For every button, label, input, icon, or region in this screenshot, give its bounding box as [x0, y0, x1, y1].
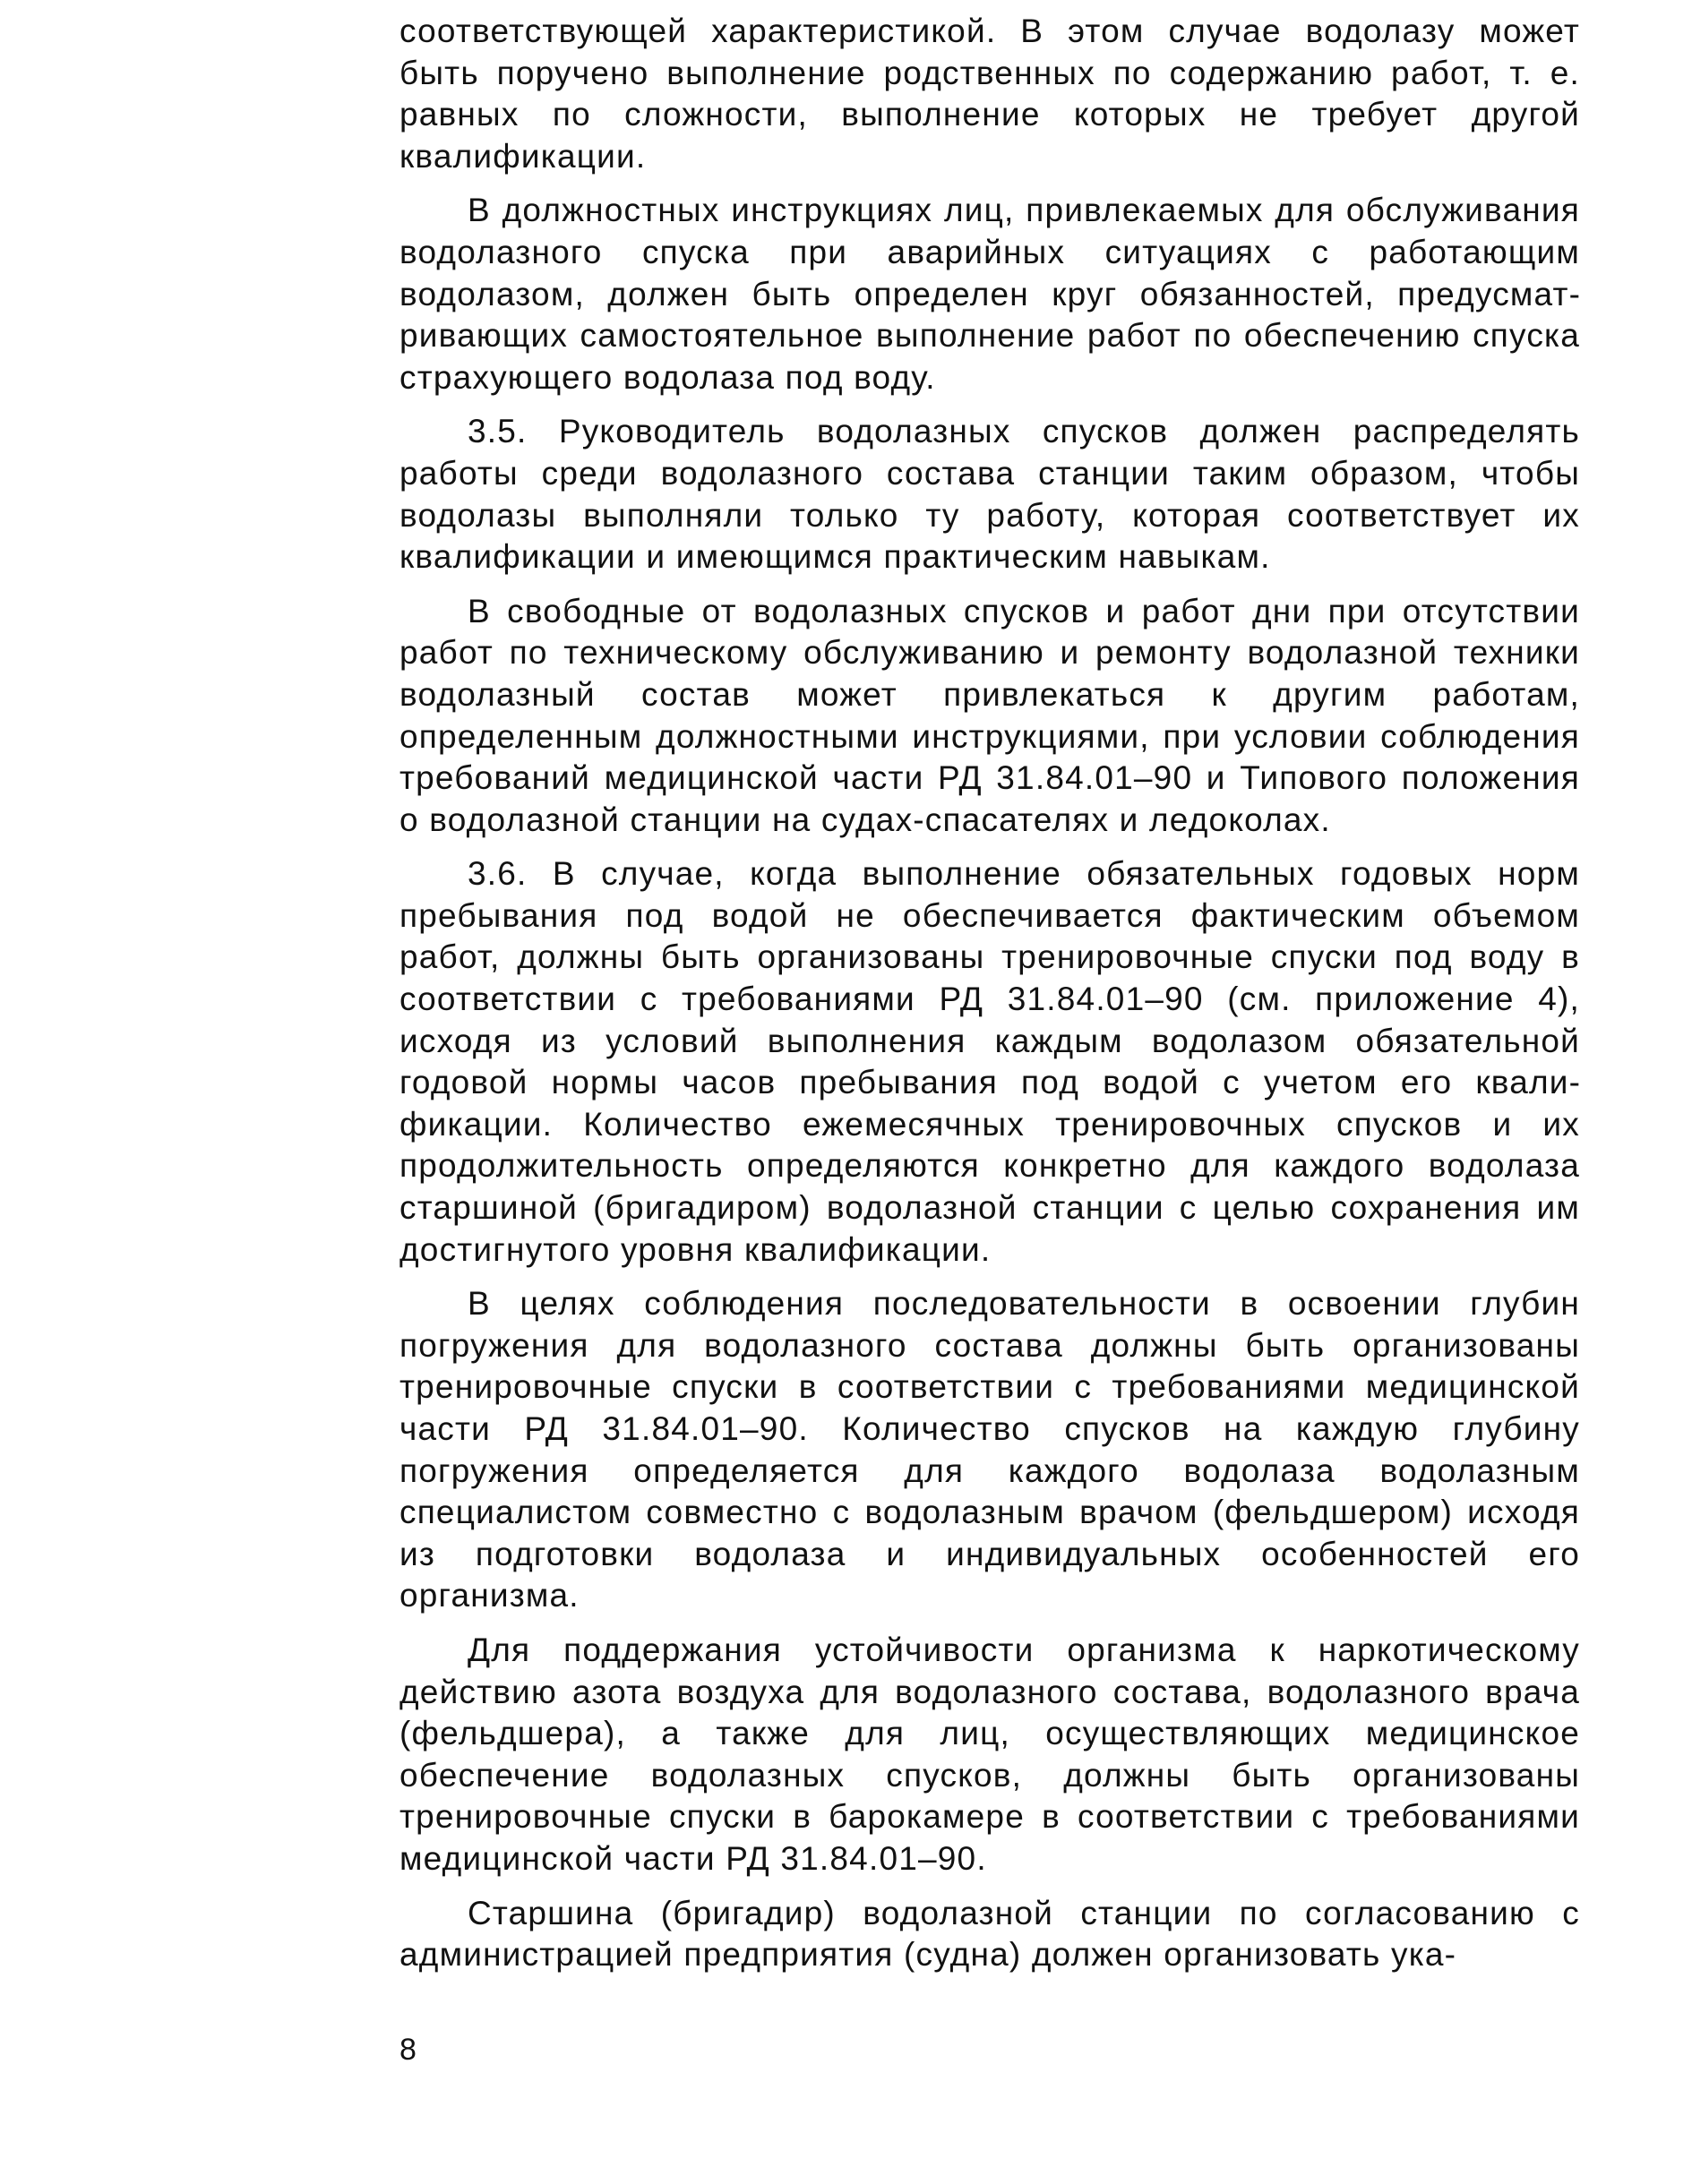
paragraph-job-instructions: В должностных инструкциях лиц, привлекаемых для обслуживания водолазного спуска при аварийных ситуациях с работающим водолазом, должен быть определен круг обязанностей, предусматривающих самостоятельное выполнение работ по обеспечению спуска страхующего водолаза под воду.: [399, 192, 1580, 396]
paragraph-depth-training: В целях соблюдения последовательности в освоении глубин погружения для водолазного состава должны быть организованы тренировочные спуски в соответствии с требованиями медицинской части РД 31.84.01–90. Количество спусков на каждую глубину погружения определяется для каждого водолаза водолазным специалистом совместно с водолазным врачом (фельдшером) исходя из подготовки водолаза и индивидуальных особенностей его организма.: [399, 1285, 1580, 1614]
paragraph-nitrogen-resistance: Для поддержания устойчивости организма к наркотическому действию азота воздуха для водолазного состава, водолазного врача (фельдшера), а также для лиц, осуществляющих медицинское обеспечение водолазных спусков, должны быть организованы тренировочные спуски в барокамере в соответствии с требованиями медицинской части РД 31.84.01–90.: [399, 1631, 1580, 1877]
paragraph-continuation: соответствующей характеристикой. В этом случае водолазу может быть поручено выполнение родственных по содержанию работ, т. е. равных по сложности, выполнение которых не требует другой квалификации.: [399, 13, 1580, 175]
paragraph-3-6: 3.6. В случае, когда выполнение обязательных годовых норм пребывания под водой не обеспечивается фактическим объемом работ, должны быть организованы тренировочные спуски под воду в соответствии с требованиями РД 31.84.01–90 (см. приложение 4), исходя из условий выполнения каждым водолазом обязательной годовой нормы часов пребывания под водой с учетом его квалификации. Количество ежемесячных тренировочных спусков и их продолжительность определяются конкретно для каждого водолаза старшиной (бригадиром) водолазной станции с целью сохранения им достигнутого уровня квалификации.: [399, 855, 1580, 1268]
page-body: [399, 11, 1580, 1989]
page-number: 8: [399, 2033, 417, 2067]
paragraph-3-5: 3.5. Руководитель водолазных спусков должен распределять работы среди водолазного состава станции таким образом, чтобы водолазы выполняли только ту работу, которая соответствует их квалификации и имеющимся практическим навыкам.: [399, 413, 1580, 576]
paragraph-foreman: Старшина (бригадир) водолазной станции по согласованию с администрацией предприятия (судна) должен организовать ука-: [399, 1894, 1580, 1974]
paragraph-free-days: В свободные от водолазных спусков и работ дни при отсутствии работ по техническому обслуживанию и ремонту водолазной техники водолазный состав может привлекаться к другим работам, определенным должностными инструкциями, при условии соблюдения требований медицинской части РД 31.84.01–90 и Типового положения о водолазной станции на судах-спасателях и ледоколах.: [399, 592, 1580, 838]
